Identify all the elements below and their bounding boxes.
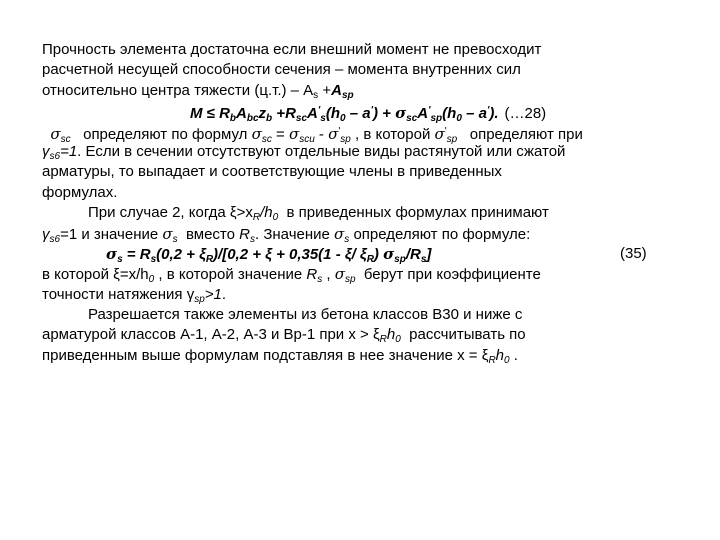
equation-35: $\sigma_s = R_s(0,2 + \xi_R)/[0,2 + \xi + 0,35(1 - \xi/$ $\xi_R$) $\sigma_{sp}/R_s$] (35) xyxy=(106,244,647,265)
equation-number-28: (…28) xyxy=(504,105,547,123)
paragraph-line-5: $\sigma_{sc}$ определяют по формул $\sigma_{sc} = \sigma_{scu} - \sigma'_{sp}$ , в которой $\sigma'_{sp}$ определяют при xyxy=(50,124,583,145)
paragraph-line-2: расчетной несущей способности сечения – момента внутренних сил xyxy=(42,61,521,79)
paragraph-line-15: арматурой классов А-1, А-2, А-3 и Вр-1 при $x > \xi_Rh_0$ рассчитывать по xyxy=(42,326,526,346)
paragraph-line-1: Прочность элемента достаточна если внешний момент не превосходит xyxy=(42,41,542,58)
document-text xyxy=(42,40,678,366)
paragraph-line-13: точности натяжения $\gamma_{sp}>1$. xyxy=(42,285,227,305)
paragraph-line-10: $\gamma_{s6}=1$ и значение $\sigma_s$ вместо $R_s$. Значение $\sigma_s$ определяют по формуле: xyxy=(42,224,531,245)
paragraph-line-12: в которой $\xi=x/h_0$ , в которой значение $R_s$ , $\sigma_{sp}$ берут при коэффициенте xyxy=(42,265,541,286)
equation-28: $M \le R_bA_{bc}z_b +R_{sc}A'_s(h_0 - a') + \sigma_{sc}A'_{sp}(h_0 - a')$. (…28) xyxy=(190,104,547,125)
paragraph-line-9: При случае 2, когда $\xi>x_R/h_0$ в приведенных формулах принимают xyxy=(88,204,549,224)
paragraph-line-3: относительно центра тяжести $(ц.т.) - A_s +A_{sp}$ xyxy=(42,81,354,101)
paragraph-line-6: $\gamma_{s6}=1$. Если в сечении отсутствуют отдельные виды растянутой или сжатой xyxy=(42,142,566,162)
equation-number-35: (35) xyxy=(620,244,647,262)
paragraph-line-8: формулах. xyxy=(42,183,118,201)
paragraph-line-16: приведенным выше формулам подставляя в нее значение $x = \xi_Rh_0$ . xyxy=(42,346,518,366)
paragraph-line-7: арматуры, то выпадает и соответствующие члены в приведенных xyxy=(42,163,502,181)
paragraph-line-14: Разрешается также элементы из бетона классов В30 и ниже с xyxy=(88,306,523,324)
